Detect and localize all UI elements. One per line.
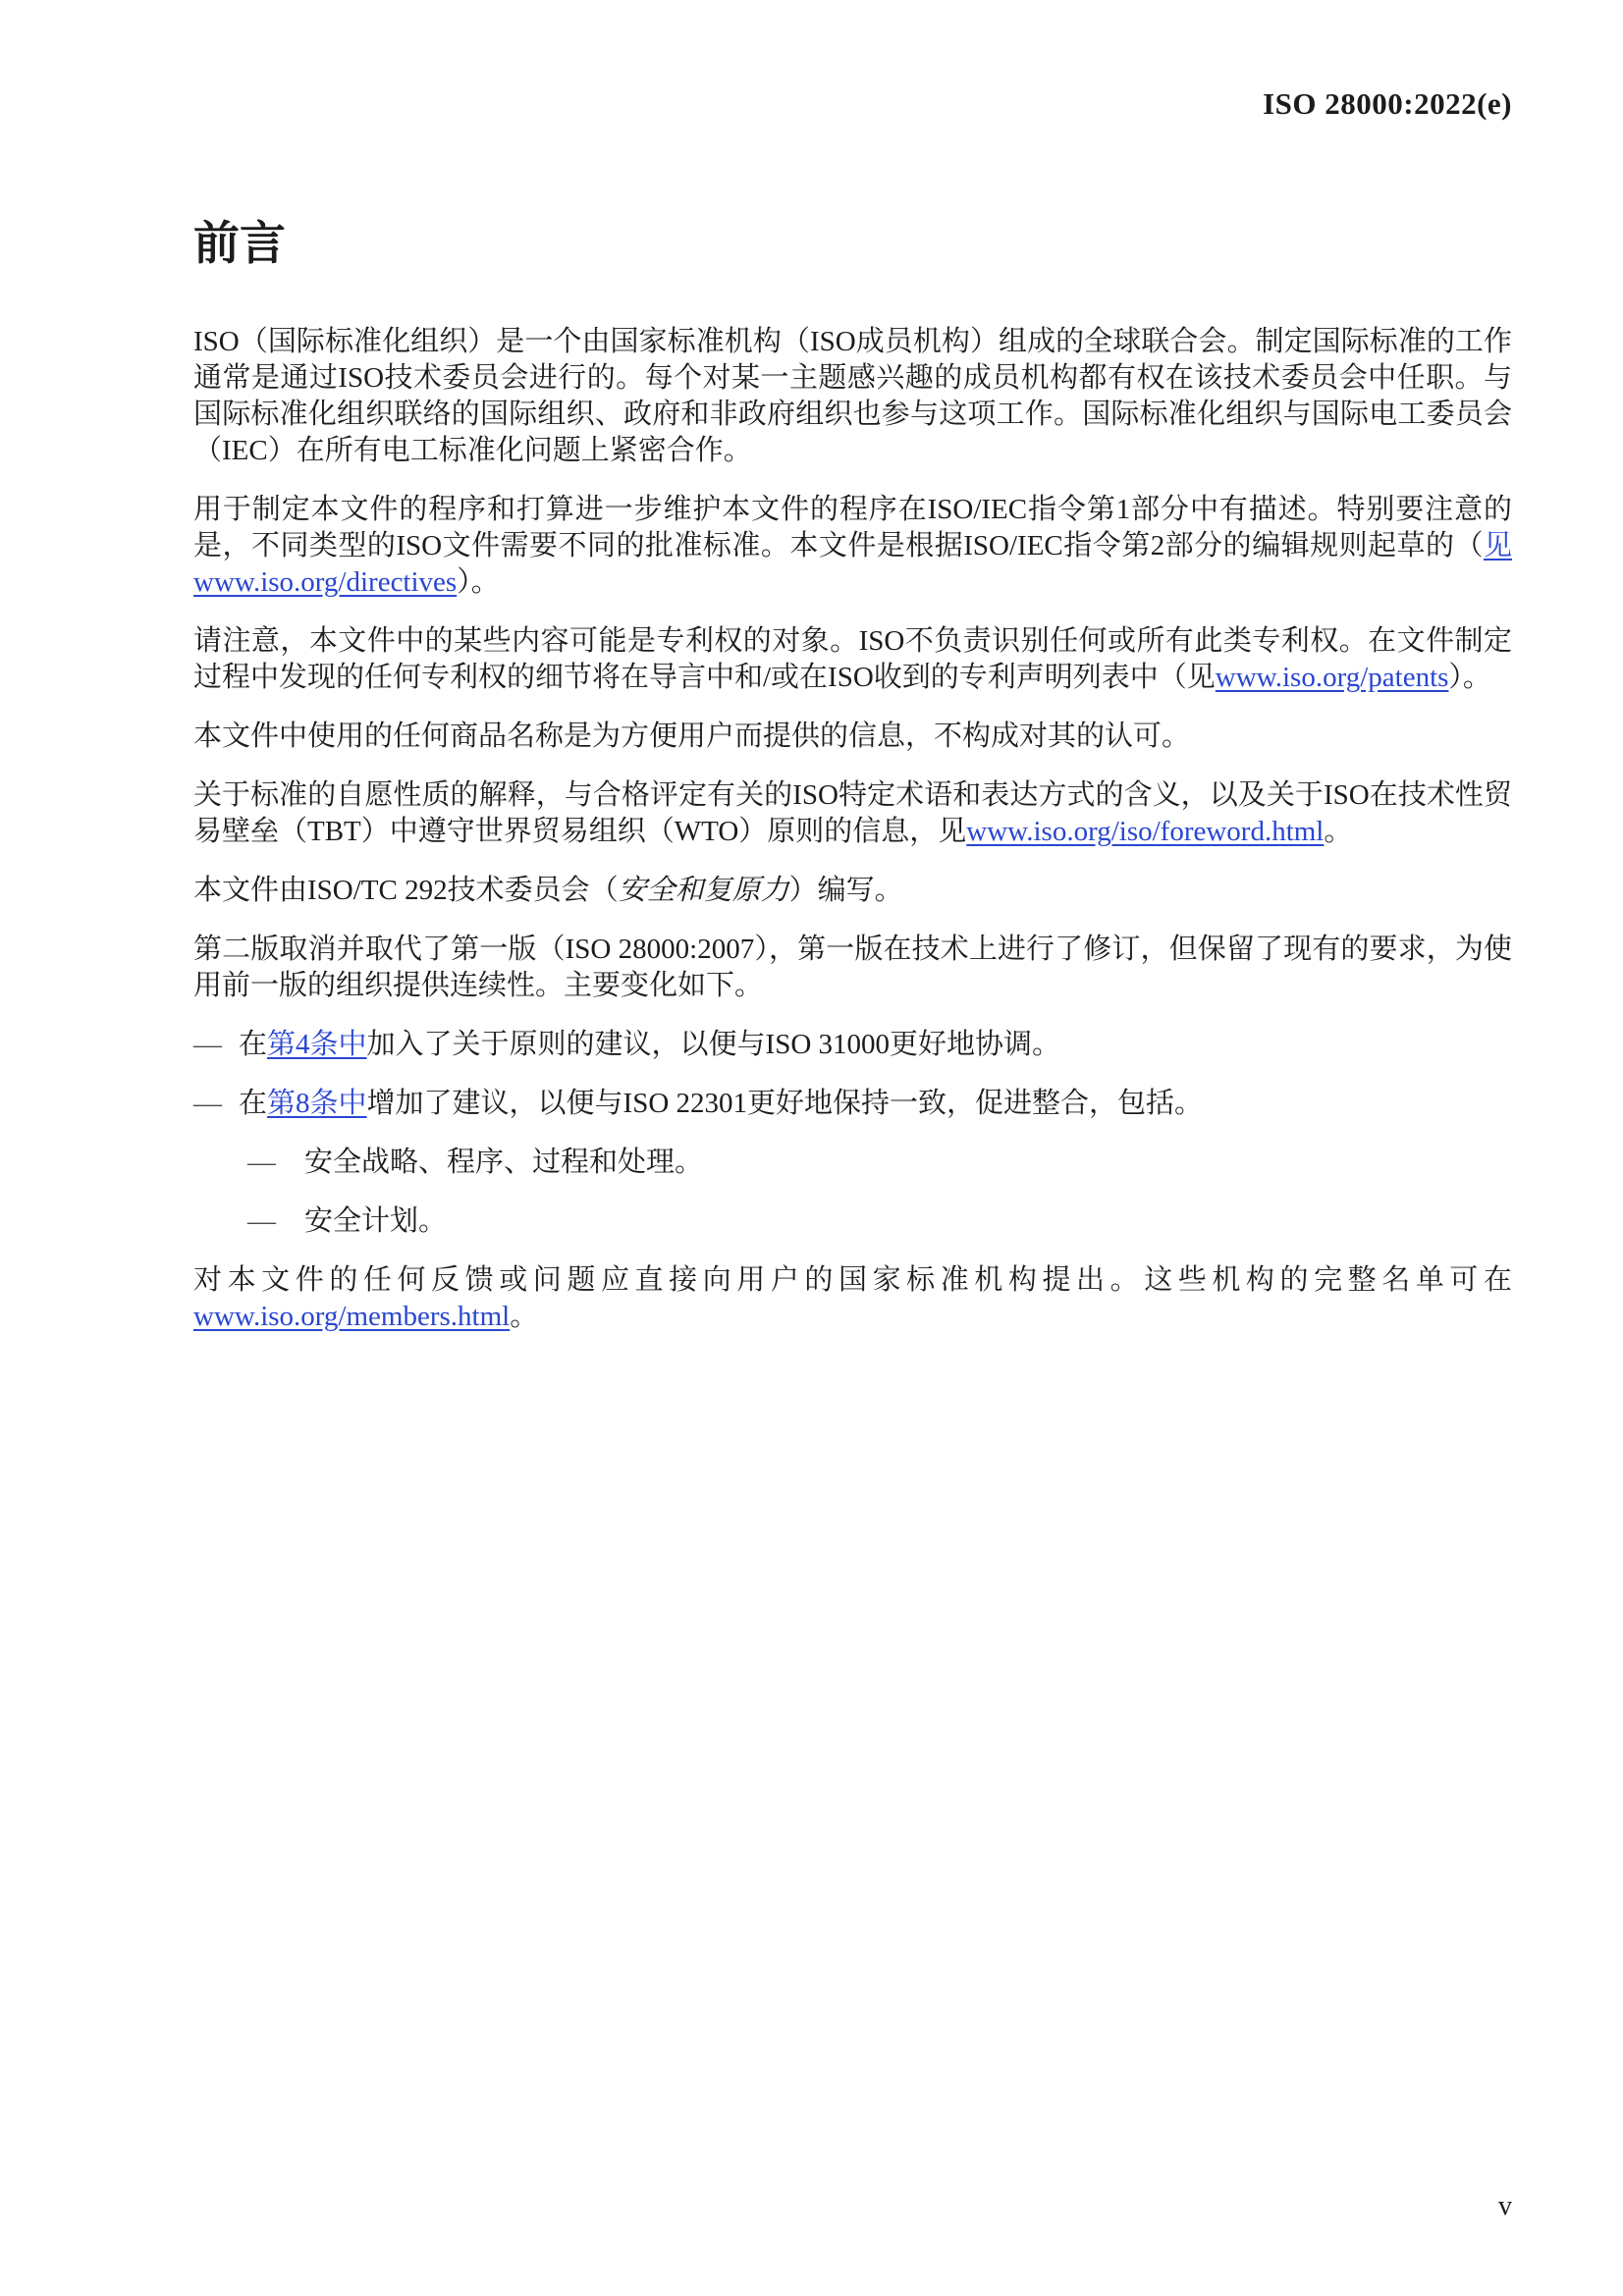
text-run: 在 <box>239 1088 268 1119</box>
text-run: ）编写。 <box>788 875 903 906</box>
paragraph <box>193 492 1512 601</box>
hyperlink[interactable]: www.iso.org/members.html <box>193 1301 511 1332</box>
text-run: 加入了关于原则的建议，以便与ISO 31000更好地协调。 <box>366 1029 1061 1060</box>
foreword-section <box>193 214 1512 1358</box>
text-run: 对本文件的任何反馈或问题应直接向用户的国家标准机构提出。这些机构的完整名单可在 <box>193 1264 1512 1296</box>
paragraph <box>193 777 1512 850</box>
text-run: 关于标准的自愿性质的解释，与合格评定有关的ISO特定术语和表达方式的含义，以及关于ISO在技术性贸易壁垒（TBT）中遵守世界贸易组织（WTO）原则的信息，见 <box>193 779 1512 847</box>
text-run: ISO（国际标准化组织）是一个由国家标准机构（ISO成员机构）组成的全球联合会。制定国际标准的工作通常是通过ISO技术委员会进行的。每个对某一主题感兴趣的成员机构都有权在该技术委员会中任职。与国际标准化组织联络的国际组织、政府和非政府组织也参与这项工作。国际标准化组织与国际电工委员会（IEC）在所有电工标准化问题上紧密合作。 <box>193 326 1512 466</box>
paragraph <box>193 623 1512 696</box>
text-run: 在 <box>239 1029 268 1060</box>
hyperlink[interactable]: 第8条中 <box>267 1088 367 1119</box>
bullet-dash-icon: — <box>247 1205 276 1237</box>
page-title: 前言 <box>193 219 286 270</box>
paragraph <box>193 873 1512 909</box>
text-run: 安全计划。 <box>304 1205 448 1237</box>
text-run: 。 <box>1324 816 1353 847</box>
text-run: 。 <box>510 1301 539 1332</box>
text-run: 第二版取消并取代了第一版（ISO 28000:2007），第一版在技术上进行了修订，但保留了现有的要求，为使用前一版的组织提供连续性。主要变化如下。 <box>193 934 1512 1001</box>
bullet-dash-icon: — <box>193 1029 222 1060</box>
text-run: 本文件中使用的任何商品名称是为方便用户而提供的信息，不构成对其的认可。 <box>193 721 1191 752</box>
text-run: 安全和复原力 <box>618 875 789 906</box>
page-number: v <box>1498 2191 1512 2221</box>
bullet-dash-icon: — <box>247 1147 276 1178</box>
text-run: 用于制定本文件的程序和打算进一步维护本文件的程序在ISO/IEC指令第1部分中有描述。特别要注意的是，不同类型的ISO文件需要不同的批准标准。本文件是根据ISO/IEC指令第2部分的编辑规则起草的（ <box>193 494 1512 561</box>
hyperlink[interactable]: www.iso.org/iso/foreword.html <box>966 816 1325 847</box>
text-run: 增加了建议，以便与ISO 22301更好地保持一致，促进整合，包括。 <box>366 1088 1204 1119</box>
hyperlink[interactable]: www.iso.org/patents <box>1215 662 1449 693</box>
paragraph <box>193 719 1512 755</box>
text-run: 安全战略、程序、过程和处理。 <box>304 1147 704 1178</box>
bullet-item <box>193 1027 1512 1063</box>
hyperlink[interactable]: 见www.iso.org/directives <box>193 530 1512 598</box>
bullet-item <box>193 1145 1512 1181</box>
hyperlink[interactable]: 第4条中 <box>267 1029 367 1060</box>
document-reference-header: ISO 28000:2022(e) <box>1263 86 1512 121</box>
bullet-item <box>193 1203 1512 1240</box>
text-run: ）。 <box>1448 662 1491 693</box>
text-run: 请注意，本文件中的某些内容可能是专利权的对象。ISO不负责识别任何或所有此类专利权。在文件制定过程中发现的任何专利权的细节将在导言中和/或在ISO收到的专利声明列表中（见 <box>193 625 1512 693</box>
foreword-body <box>193 324 1512 1335</box>
paragraph <box>193 932 1512 1004</box>
bullet-dash-icon: — <box>193 1088 222 1119</box>
text-run: 本文件由ISO/TC 292技术委员会（ <box>193 875 619 906</box>
text-run: ）。 <box>457 566 500 598</box>
paragraph <box>193 1262 1512 1335</box>
bullet-item <box>193 1086 1512 1122</box>
paragraph <box>193 324 1512 469</box>
